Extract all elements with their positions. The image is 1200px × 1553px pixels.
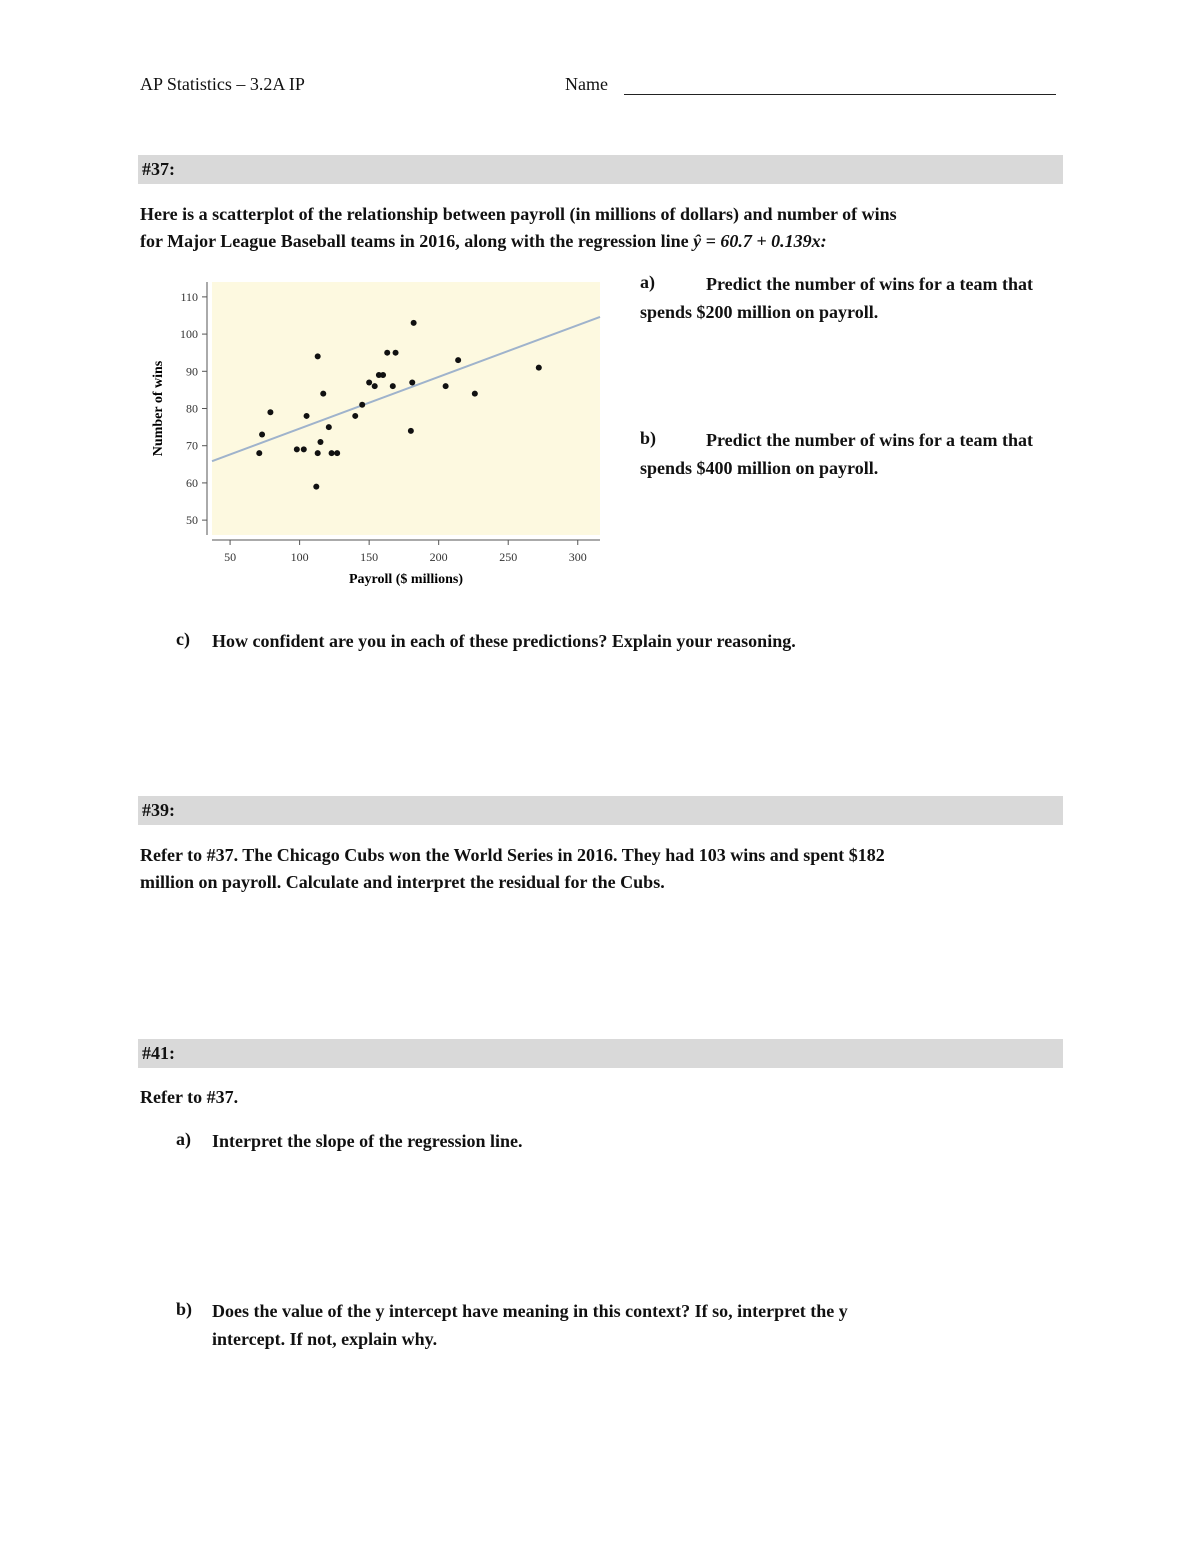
- data-point: [366, 379, 372, 385]
- y-tick-label: 80: [186, 401, 198, 416]
- data-point: [352, 413, 358, 419]
- x-axis-label: Payroll ($ millions): [348, 572, 464, 587]
- data-point: [393, 350, 399, 356]
- x-tick-label: 250: [499, 550, 518, 564]
- data-point: [411, 320, 417, 326]
- x-tick-label: 200: [429, 550, 448, 564]
- q41-b-text: [212, 1297, 1062, 1353]
- q41-a-text: Interpret the slope of the regression line.: [212, 1131, 523, 1151]
- y-tick-label: 50: [186, 513, 198, 528]
- section-39-bar: [138, 796, 1063, 825]
- x-tick-label: 150: [360, 550, 379, 564]
- section-41-bar: [138, 1039, 1063, 1068]
- section-37-bar: [138, 155, 1063, 184]
- data-point: [455, 357, 461, 363]
- data-point: [256, 450, 262, 456]
- name-label: Name: [565, 74, 608, 94]
- y-axis-label: Number of wins: [151, 360, 166, 457]
- data-point: [536, 365, 542, 371]
- section-39-label: #39:: [142, 800, 175, 820]
- name-field-line[interactable]: [624, 94, 1056, 95]
- data-point: [301, 446, 307, 452]
- data-point: [409, 379, 415, 385]
- q39-text: [140, 842, 1070, 896]
- q41-a-letter: a): [176, 1129, 191, 1149]
- x-tick-label: 100: [290, 550, 309, 564]
- data-point: [372, 383, 378, 389]
- data-point: [320, 391, 326, 397]
- y-tick-label: 60: [186, 475, 198, 490]
- q37-intro-line1: Here is a scatterplot of the relationship between payroll (in millions of dollars) and number of wins: [140, 204, 897, 224]
- data-point: [317, 439, 323, 445]
- data-point: [408, 428, 414, 434]
- data-point: [443, 383, 449, 389]
- x-tick-label: 50: [224, 550, 237, 564]
- q37-b-text: Predict the number of wins for a team that spends $400 million on payroll.: [640, 430, 1033, 478]
- data-point: [472, 391, 478, 397]
- data-point: [313, 484, 319, 490]
- data-point: [304, 413, 310, 419]
- q39-line2: million on payroll. Calculate and interpret the residual for the Cubs.: [140, 872, 665, 892]
- data-point: [334, 450, 340, 456]
- x-tick-label: 300: [568, 550, 587, 564]
- q37-b-letter: b): [640, 428, 657, 448]
- data-point: [267, 409, 273, 415]
- section-41-label: #41:: [142, 1043, 175, 1063]
- q37-a-text: Predict the number of wins for a team that spends $200 million on payroll.: [640, 274, 1033, 322]
- data-point: [380, 372, 386, 378]
- data-point: [315, 353, 321, 359]
- y-tick-label: 90: [186, 364, 198, 379]
- data-point: [329, 450, 335, 456]
- data-point: [259, 432, 265, 438]
- q37-intro-line2-text: for Major League Baseball teams in 2016, along with the regression line: [140, 231, 694, 251]
- q37-c-text: How confident are you in each of these predictions? Explain your reasoning.: [212, 631, 796, 651]
- data-point: [294, 446, 300, 452]
- q37-intro-line2: [140, 228, 1070, 255]
- q41-intro: Refer to #37.: [140, 1087, 239, 1107]
- scatterplot-chart: [140, 270, 610, 600]
- y-tick-label: 100: [180, 327, 198, 342]
- data-point: [315, 450, 321, 456]
- course-title: AP Statistics – 3.2A IP: [140, 74, 305, 94]
- section-37-label: #37:: [142, 159, 175, 179]
- q37-a-letter: a): [640, 272, 655, 292]
- data-point: [359, 402, 365, 408]
- q41-b-line1: Does the value of the y intercept have meaning in this context? If so, interpret the y: [212, 1301, 848, 1321]
- q37-c-letter: c): [176, 629, 190, 649]
- y-tick-label: 110: [180, 289, 198, 304]
- q39-line1: Refer to #37. The Chicago Cubs won the World Series in 2016. They had 103 wins and spent $182: [140, 845, 885, 865]
- y-tick-label: 70: [186, 438, 198, 453]
- data-point: [326, 424, 332, 430]
- data-point: [384, 350, 390, 356]
- q41-b-line2: intercept. If not, explain why.: [212, 1329, 438, 1349]
- q37-intro: [140, 201, 1070, 255]
- regression-equation: ŷ = 60.7 + 0.139x:: [693, 231, 827, 251]
- data-point: [390, 383, 396, 389]
- plot-background: [212, 282, 600, 535]
- q41-b-letter: b): [176, 1299, 193, 1319]
